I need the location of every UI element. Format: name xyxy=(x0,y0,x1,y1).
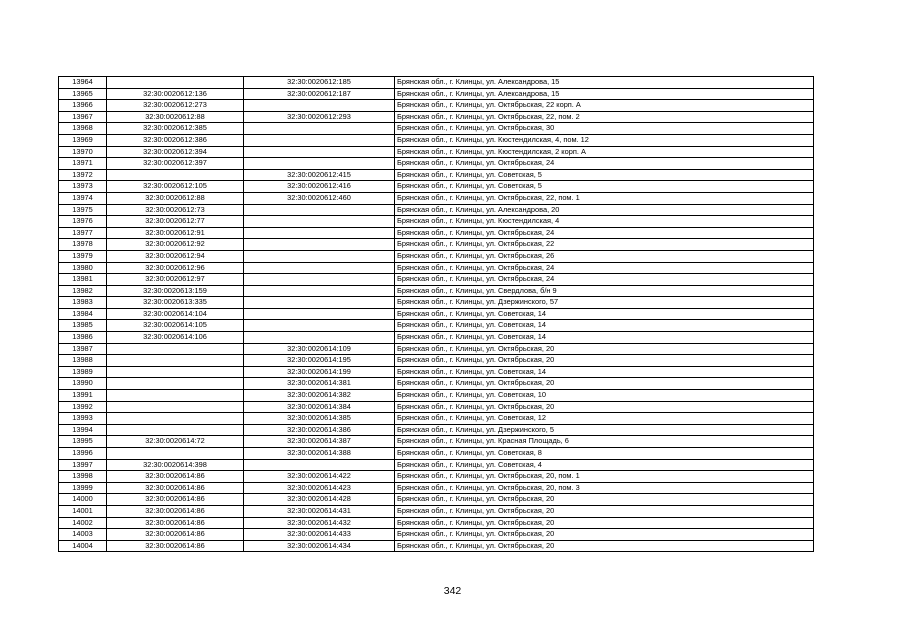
cadastral-number-cell: 32:30:0020614:105 xyxy=(107,320,244,332)
table-row xyxy=(59,88,814,100)
address-cell: Брянская обл., г. Клинцы, ул. Кюстендилская, 2 корп. А xyxy=(395,146,814,158)
cadastral-number-cell: 32:30:0020614:86 xyxy=(107,529,244,541)
cadastral-number-cell xyxy=(107,424,244,436)
cadastral-number-cell: 32:30:0020612:105 xyxy=(107,181,244,193)
address-cell: Брянская обл., г. Клинцы, ул. Советская, 10 xyxy=(395,390,814,402)
row-number-cell: 13965 xyxy=(59,88,107,100)
row-number-cell: 13996 xyxy=(59,448,107,460)
table-row xyxy=(59,494,814,506)
row-number-cell: 13979 xyxy=(59,250,107,262)
row-number-cell: 14003 xyxy=(59,529,107,541)
table-row xyxy=(59,471,814,483)
address-cell: Брянская обл., г. Клинцы, ул. Октябрьская, 24 xyxy=(395,262,814,274)
table-row xyxy=(59,332,814,344)
table-row xyxy=(59,517,814,529)
address-cell: Брянская обл., г. Клинцы, ул. Октябрьская, 20 xyxy=(395,355,814,367)
address-cell: Брянская обл., г. Клинцы, ул. Октябрьская, 20 xyxy=(395,529,814,541)
premises-cadastral-number-cell xyxy=(244,204,395,216)
row-number-cell: 13985 xyxy=(59,320,107,332)
row-number-cell: 13998 xyxy=(59,471,107,483)
premises-cadastral-number-cell xyxy=(244,250,395,262)
row-number-cell: 13997 xyxy=(59,459,107,471)
cadastral-number-cell: 32:30:0020612:77 xyxy=(107,216,244,228)
address-cell: Брянская обл., г. Клинцы, ул. Октябрьская, 20 xyxy=(395,505,814,517)
table-row xyxy=(59,100,814,112)
address-cell: Брянская обл., г. Клинцы, ул. Октябрьская, 26 xyxy=(395,250,814,262)
premises-cadastral-number-cell: 32:30:0020614:109 xyxy=(244,343,395,355)
registry-table xyxy=(58,76,814,552)
cadastral-number-cell: 32:30:0020614:86 xyxy=(107,517,244,529)
table-row xyxy=(59,366,814,378)
cadastral-number-cell: 32:30:0020612:92 xyxy=(107,239,244,251)
address-cell: Брянская обл., г. Клинцы, ул. Октябрьская, 22 корп. А xyxy=(395,100,814,112)
cadastral-number-cell: 32:30:0020612:88 xyxy=(107,192,244,204)
premises-cadastral-number-cell: 32:30:0020612:187 xyxy=(244,88,395,100)
cadastral-number-cell xyxy=(107,366,244,378)
row-number-cell: 13982 xyxy=(59,285,107,297)
cadastral-number-cell: 32:30:0020614:104 xyxy=(107,308,244,320)
table-row xyxy=(59,459,814,471)
row-number-cell: 13975 xyxy=(59,204,107,216)
row-number-cell: 14001 xyxy=(59,505,107,517)
address-cell: Брянская обл., г. Клинцы, ул. Советская, 14 xyxy=(395,332,814,344)
premises-cadastral-number-cell xyxy=(244,459,395,471)
cadastral-number-cell: 32:30:0020612:386 xyxy=(107,134,244,146)
premises-cadastral-number-cell: 32:30:0020612:416 xyxy=(244,181,395,193)
premises-cadastral-number-cell: 32:30:0020614:434 xyxy=(244,540,395,552)
premises-cadastral-number-cell: 32:30:0020614:423 xyxy=(244,482,395,494)
premises-cadastral-number-cell: 32:30:0020612:293 xyxy=(244,111,395,123)
table-row xyxy=(59,169,814,181)
address-cell: Брянская обл., г. Клинцы, ул. Октябрьская, 20, пом. 1 xyxy=(395,471,814,483)
cadastral-number-cell: 32:30:0020612:273 xyxy=(107,100,244,112)
table-row xyxy=(59,297,814,309)
premises-cadastral-number-cell xyxy=(244,285,395,297)
cadastral-number-cell: 32:30:0020612:91 xyxy=(107,227,244,239)
row-number-cell: 14002 xyxy=(59,517,107,529)
row-number-cell: 13980 xyxy=(59,262,107,274)
address-cell: Брянская обл., г. Клинцы, ул. Советская, 5 xyxy=(395,181,814,193)
cadastral-number-cell: 32:30:0020614:86 xyxy=(107,482,244,494)
cadastral-number-cell: 32:30:0020614:72 xyxy=(107,436,244,448)
address-cell: Брянская обл., г. Клинцы, ул. Александрова, 15 xyxy=(395,77,814,89)
row-number-cell: 14000 xyxy=(59,494,107,506)
row-number-cell: 14004 xyxy=(59,540,107,552)
premises-cadastral-number-cell xyxy=(244,134,395,146)
page-number: 342 xyxy=(443,585,462,597)
cadastral-number-cell: 32:30:0020614:86 xyxy=(107,505,244,517)
cadastral-number-cell: 32:30:0020614:86 xyxy=(107,471,244,483)
row-number-cell: 13993 xyxy=(59,413,107,425)
premises-cadastral-number-cell xyxy=(244,123,395,135)
table-row xyxy=(59,390,814,402)
premises-cadastral-number-cell: 32:30:0020614:432 xyxy=(244,517,395,529)
address-cell: Брянская обл., г. Клинцы, ул. Советская, 14 xyxy=(395,366,814,378)
cadastral-number-cell: 32:30:0020613:159 xyxy=(107,285,244,297)
premises-cadastral-number-cell xyxy=(244,308,395,320)
premises-cadastral-number-cell: 32:30:0020614:387 xyxy=(244,436,395,448)
premises-cadastral-number-cell xyxy=(244,332,395,344)
address-cell: Брянская обл., г. Клинцы, ул. Кюстендилская, 4 xyxy=(395,216,814,228)
address-cell: Брянская обл., г. Клинцы, ул. Красная Площадь, 6 xyxy=(395,436,814,448)
registry-table-body xyxy=(59,77,814,552)
premises-cadastral-number-cell xyxy=(244,100,395,112)
table-row xyxy=(59,378,814,390)
cadastral-number-cell xyxy=(107,401,244,413)
address-cell: Брянская обл., г. Клинцы, ул. Александрова, 15 xyxy=(395,88,814,100)
cadastral-number-cell xyxy=(107,390,244,402)
table-row xyxy=(59,181,814,193)
premises-cadastral-number-cell xyxy=(244,239,395,251)
row-number-cell: 13981 xyxy=(59,274,107,286)
cadastral-number-cell xyxy=(107,355,244,367)
address-cell: Брянская обл., г. Клинцы, ул. Октябрьская, 20 xyxy=(395,343,814,355)
table-row xyxy=(59,413,814,425)
cadastral-number-cell: 32:30:0020612:394 xyxy=(107,146,244,158)
table-row xyxy=(59,77,814,89)
premises-cadastral-number-cell: 32:30:0020614:195 xyxy=(244,355,395,367)
cadastral-number-cell xyxy=(107,77,244,89)
row-number-cell: 13999 xyxy=(59,482,107,494)
row-number-cell: 13978 xyxy=(59,239,107,251)
cadastral-number-cell: 32:30:0020614:398 xyxy=(107,459,244,471)
address-cell: Брянская обл., г. Клинцы, ул. Октябрьская, 24 xyxy=(395,274,814,286)
cadastral-number-cell xyxy=(107,169,244,181)
table-row xyxy=(59,505,814,517)
table-row xyxy=(59,401,814,413)
address-cell: Брянская обл., г. Клинцы, ул. Кюстендилская, 4, пом. 12 xyxy=(395,134,814,146)
cadastral-number-cell: 32:30:0020614:106 xyxy=(107,332,244,344)
cadastral-number-cell: 32:30:0020612:385 xyxy=(107,123,244,135)
row-number-cell: 13986 xyxy=(59,332,107,344)
table-row xyxy=(59,436,814,448)
address-cell: Брянская обл., г. Клинцы, ул. Октябрьская, 22, пом. 2 xyxy=(395,111,814,123)
row-number-cell: 13964 xyxy=(59,77,107,89)
row-number-cell: 13974 xyxy=(59,192,107,204)
premises-cadastral-number-cell xyxy=(244,297,395,309)
address-cell: Брянская обл., г. Клинцы, ул. Советская, 4 xyxy=(395,459,814,471)
premises-cadastral-number-cell: 32:30:0020614:422 xyxy=(244,471,395,483)
cadastral-number-cell xyxy=(107,343,244,355)
premises-cadastral-number-cell xyxy=(244,216,395,228)
row-number-cell: 13970 xyxy=(59,146,107,158)
cadastral-number-cell: 32:30:0020614:86 xyxy=(107,494,244,506)
row-number-cell: 13972 xyxy=(59,169,107,181)
row-number-cell: 13989 xyxy=(59,366,107,378)
row-number-cell: 13984 xyxy=(59,308,107,320)
table-row xyxy=(59,216,814,228)
table-row xyxy=(59,227,814,239)
address-cell: Брянская обл., г. Клинцы, ул. Советская, 5 xyxy=(395,169,814,181)
premises-cadastral-number-cell: 32:30:0020614:433 xyxy=(244,529,395,541)
cadastral-number-cell: 32:30:0020612:94 xyxy=(107,250,244,262)
row-number-cell: 13977 xyxy=(59,227,107,239)
table-row xyxy=(59,239,814,251)
row-number-cell: 13987 xyxy=(59,343,107,355)
cadastral-number-cell xyxy=(107,378,244,390)
cadastral-number-cell: 32:30:0020612:88 xyxy=(107,111,244,123)
table-row xyxy=(59,158,814,170)
cadastral-number-cell: 32:30:0020612:73 xyxy=(107,204,244,216)
table-row xyxy=(59,111,814,123)
address-cell: Брянская обл., г. Клинцы, ул. Октябрьская, 20 xyxy=(395,540,814,552)
address-cell: Брянская обл., г. Клинцы, ул. Октябрьская, 24 xyxy=(395,227,814,239)
table-row xyxy=(59,123,814,135)
table-row xyxy=(59,540,814,552)
premises-cadastral-number-cell xyxy=(244,262,395,274)
table-row xyxy=(59,250,814,262)
premises-cadastral-number-cell xyxy=(244,158,395,170)
table-row xyxy=(59,204,814,216)
row-number-cell: 13988 xyxy=(59,355,107,367)
premises-cadastral-number-cell: 32:30:0020614:388 xyxy=(244,448,395,460)
table-row xyxy=(59,285,814,297)
cadastral-number-cell xyxy=(107,413,244,425)
premises-cadastral-number-cell xyxy=(244,274,395,286)
premises-cadastral-number-cell: 32:30:0020614:382 xyxy=(244,390,395,402)
address-cell: Брянская обл., г. Клинцы, ул. Советская, 8 xyxy=(395,448,814,460)
address-cell: Брянская обл., г. Клинцы, ул. Октябрьская, 22, пом. 1 xyxy=(395,192,814,204)
address-cell: Брянская обл., г. Клинцы, ул. Октябрьская, 22 xyxy=(395,239,814,251)
address-cell: Брянская обл., г. Клинцы, ул. Октябрьская, 20 xyxy=(395,494,814,506)
address-cell: Брянская обл., г. Клинцы, ул. Свердлова, б/н 9 xyxy=(395,285,814,297)
premises-cadastral-number-cell: 32:30:0020614:384 xyxy=(244,401,395,413)
premises-cadastral-number-cell: 32:30:0020614:386 xyxy=(244,424,395,436)
table-row xyxy=(59,482,814,494)
cadastral-number-cell: 32:30:0020612:136 xyxy=(107,88,244,100)
table-row xyxy=(59,134,814,146)
row-number-cell: 13969 xyxy=(59,134,107,146)
row-number-cell: 13968 xyxy=(59,123,107,135)
address-cell: Брянская обл., г. Клинцы, ул. Александрова, 20 xyxy=(395,204,814,216)
row-number-cell: 13991 xyxy=(59,390,107,402)
row-number-cell: 13967 xyxy=(59,111,107,123)
address-cell: Брянская обл., г. Клинцы, ул. Октябрьская, 20 xyxy=(395,378,814,390)
table-row xyxy=(59,529,814,541)
row-number-cell: 13992 xyxy=(59,401,107,413)
row-number-cell: 13995 xyxy=(59,436,107,448)
address-cell: Брянская обл., г. Клинцы, ул. Октябрьская, 20 xyxy=(395,517,814,529)
table-row xyxy=(59,448,814,460)
address-cell: Брянская обл., г. Клинцы, ул. Дзержинского, 5 xyxy=(395,424,814,436)
row-number-cell: 13971 xyxy=(59,158,107,170)
cadastral-number-cell: 32:30:0020613:335 xyxy=(107,297,244,309)
table-row xyxy=(59,262,814,274)
row-number-cell: 13976 xyxy=(59,216,107,228)
row-number-cell: 13973 xyxy=(59,181,107,193)
row-number-cell: 13966 xyxy=(59,100,107,112)
row-number-cell: 13983 xyxy=(59,297,107,309)
row-number-cell: 13994 xyxy=(59,424,107,436)
address-cell: Брянская обл., г. Клинцы, ул. Советская, 12 xyxy=(395,413,814,425)
cadastral-number-cell: 32:30:0020612:397 xyxy=(107,158,244,170)
premises-cadastral-number-cell: 32:30:0020614:431 xyxy=(244,505,395,517)
table-row xyxy=(59,355,814,367)
cadastral-number-cell: 32:30:0020614:86 xyxy=(107,540,244,552)
table-row xyxy=(59,146,814,158)
premises-cadastral-number-cell: 32:30:0020612:460 xyxy=(244,192,395,204)
premises-cadastral-number-cell xyxy=(244,320,395,332)
premises-cadastral-number-cell: 32:30:0020614:199 xyxy=(244,366,395,378)
table-row xyxy=(59,320,814,332)
table-row xyxy=(59,343,814,355)
premises-cadastral-number-cell: 32:30:0020614:385 xyxy=(244,413,395,425)
table-row xyxy=(59,424,814,436)
cadastral-number-cell: 32:30:0020612:96 xyxy=(107,262,244,274)
cadastral-number-cell xyxy=(107,448,244,460)
premises-cadastral-number-cell xyxy=(244,227,395,239)
address-cell: Брянская обл., г. Клинцы, ул. Советская, 14 xyxy=(395,308,814,320)
address-cell: Брянская обл., г. Клинцы, ул. Октябрьская, 30 xyxy=(395,123,814,135)
premises-cadastral-number-cell: 32:30:0020612:185 xyxy=(244,77,395,89)
row-number-cell: 13990 xyxy=(59,378,107,390)
premises-cadastral-number-cell: 32:30:0020614:381 xyxy=(244,378,395,390)
cadastral-number-cell: 32:30:0020612:97 xyxy=(107,274,244,286)
table-row xyxy=(59,192,814,204)
premises-cadastral-number-cell xyxy=(244,146,395,158)
table-row xyxy=(59,308,814,320)
premises-cadastral-number-cell: 32:30:0020612:415 xyxy=(244,169,395,181)
premises-cadastral-number-cell: 32:30:0020614:428 xyxy=(244,494,395,506)
address-cell: Брянская обл., г. Клинцы, ул. Дзержинского, 57 xyxy=(395,297,814,309)
address-cell: Брянская обл., г. Клинцы, ул. Октябрьская, 20 xyxy=(395,401,814,413)
table-row xyxy=(59,274,814,286)
address-cell: Брянская обл., г. Клинцы, ул. Советская, 14 xyxy=(395,320,814,332)
address-cell: Брянская обл., г. Клинцы, ул. Октябрьская, 24 xyxy=(395,158,814,170)
address-cell: Брянская обл., г. Клинцы, ул. Октябрьская, 20, пом. 3 xyxy=(395,482,814,494)
